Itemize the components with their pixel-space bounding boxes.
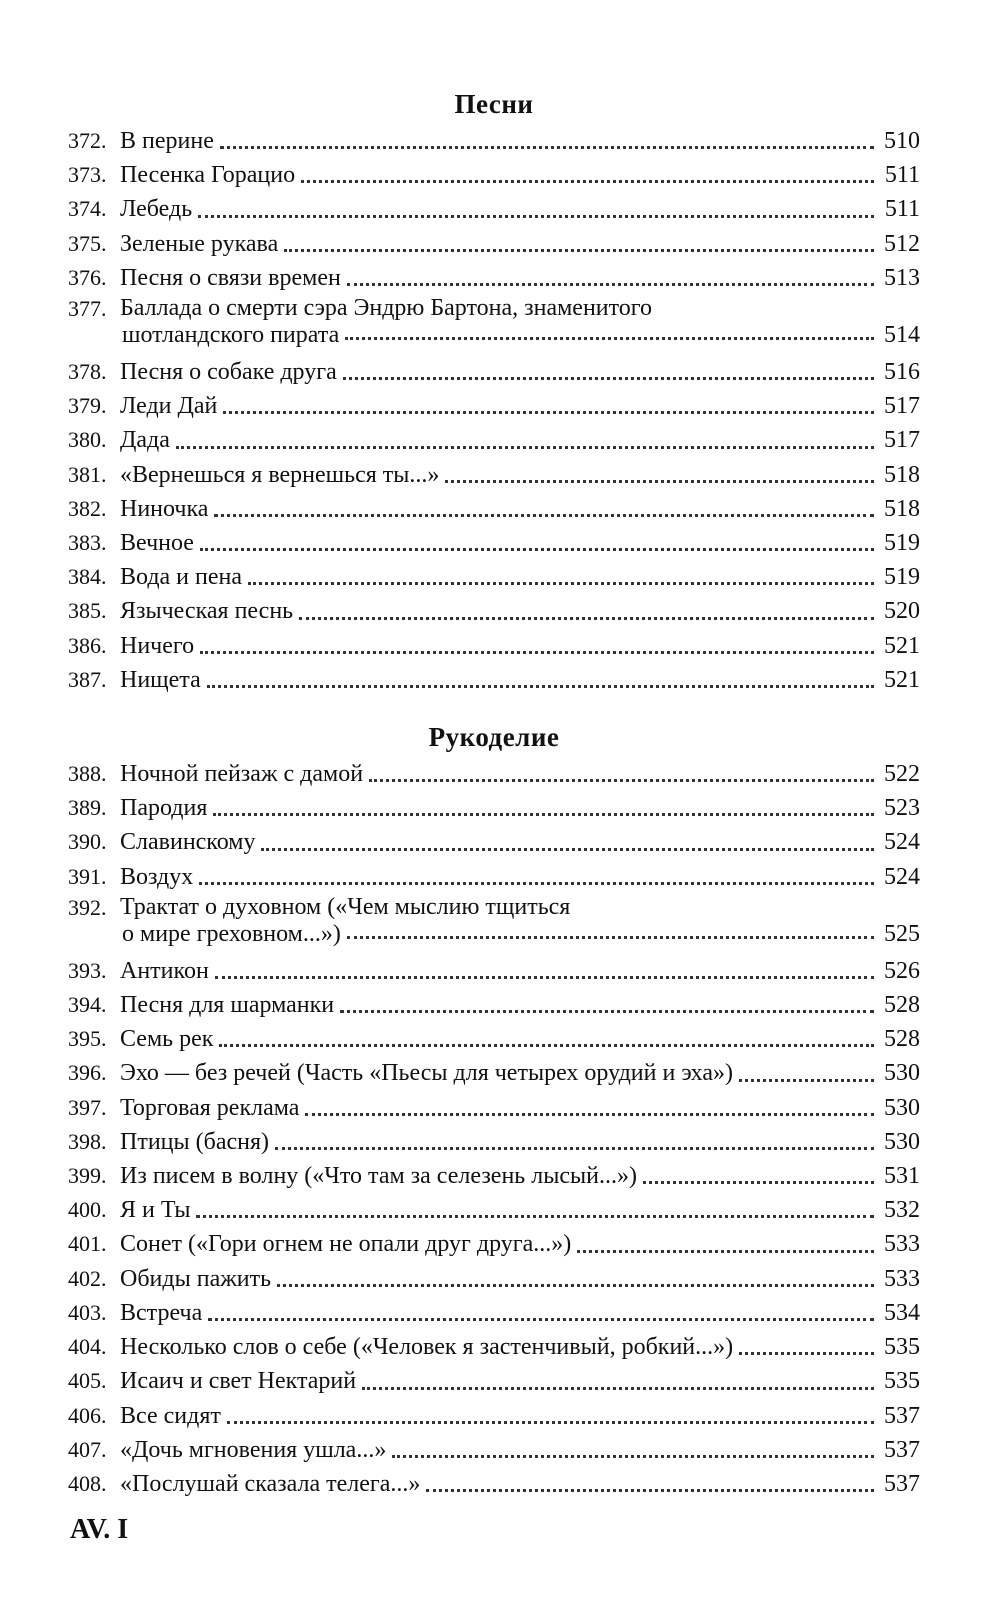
entry-number: 392. (68, 894, 107, 920)
entry-title: Все сидят (120, 1402, 221, 1429)
dot-leader (227, 1420, 874, 1424)
dot-leader (248, 581, 874, 585)
entry-page-number: 532 (884, 1197, 920, 1224)
entry-page-number: 510 (884, 128, 920, 154)
section-heading: Рукоделие (428, 722, 560, 753)
entry-number: 389. (68, 795, 107, 821)
toc-entry (68, 988, 920, 1022)
entry-number: 400. (68, 1197, 107, 1223)
entry-number: 379. (68, 393, 107, 419)
toc-entry (68, 894, 920, 948)
entry-number: 380. (68, 427, 107, 453)
table-of-contents (68, 84, 920, 1501)
entry-number: 391. (68, 863, 107, 889)
dot-leader (200, 547, 874, 551)
dot-leader (301, 179, 874, 183)
entry-number: 401. (68, 1231, 107, 1257)
entry-title: Трактат о духовном («Чем мыслию тщиться (120, 893, 571, 920)
toc-entry (68, 423, 920, 457)
dot-leader (643, 1180, 874, 1184)
entry-number: 378. (68, 359, 107, 385)
entry-page-number: 522 (884, 761, 920, 788)
entry-number: 381. (68, 461, 107, 487)
entry-page-number: 518 (884, 495, 920, 522)
dot-leader (214, 513, 874, 517)
entry-number: 395. (68, 1026, 107, 1052)
dot-leader (340, 1009, 874, 1013)
entry-page-number: 519 (884, 564, 920, 591)
toc-entry (68, 1193, 920, 1227)
dot-leader (176, 445, 874, 449)
entry-number: 382. (68, 495, 107, 521)
entry-page-number: 533 (884, 1265, 920, 1292)
entry-number: 407. (68, 1436, 107, 1462)
toc-entry (68, 594, 920, 628)
dot-leader (739, 1351, 874, 1355)
entry-number: 404. (68, 1334, 107, 1360)
entry-title: Песенка Горацио (120, 162, 296, 189)
entry-number: 376. (68, 264, 107, 290)
entry-title: Обиды пажить (120, 1265, 272, 1292)
dot-leader (208, 1317, 874, 1321)
entry-title: Ничего (120, 632, 195, 659)
entry-title: Сонет («Гори огнем не опали друг друга...») (120, 1231, 572, 1258)
entry-page-number: 537 (884, 1402, 920, 1429)
dot-leader (275, 1146, 874, 1150)
entry-page-number: 534 (884, 1299, 920, 1326)
dot-leader (199, 881, 874, 885)
entry-page-number: 513 (884, 264, 920, 291)
dot-leader (200, 650, 874, 654)
dot-leader (739, 1078, 874, 1082)
entry-number: 398. (68, 1128, 107, 1154)
dot-leader (369, 778, 874, 782)
entry-title: Из писем в волну («Что там за селезень лысый...») (120, 1163, 637, 1190)
toc-entry (68, 355, 920, 389)
entry-title: В перине (120, 128, 214, 154)
entry-title: Песня для шарманки (120, 992, 335, 1019)
entry-page-number: 516 (884, 359, 920, 386)
entry-page-number: 533 (884, 1231, 920, 1258)
entry-title: Ночной пейзаж с дамой (120, 761, 364, 788)
entry-title: Я и Ты (120, 1197, 191, 1224)
toc-entry (68, 1227, 920, 1261)
entry-page-number: 530 (884, 1060, 920, 1087)
entry-page-number: 521 (884, 666, 920, 693)
dot-leader (345, 336, 874, 340)
toc-entry (68, 560, 920, 594)
entry-number: 375. (68, 230, 107, 256)
entry-number: 393. (68, 957, 107, 983)
entry-number: 388. (68, 761, 107, 787)
entry-page-number: 511 (884, 196, 920, 223)
entry-page-number: 517 (884, 427, 920, 454)
entry-title: Антикон (120, 957, 209, 984)
section-heading: Песни (454, 89, 534, 119)
entry-page-number: 535 (884, 1334, 920, 1361)
toc-entry (68, 261, 920, 295)
entry-number: 394. (68, 992, 107, 1018)
entry-title: Нищета (120, 666, 201, 693)
entry-title: «Послушай сказала телега...» (120, 1470, 421, 1497)
entry-number: 387. (68, 666, 107, 692)
entry-page-number: 528 (884, 1026, 920, 1053)
entry-page-number: 525 (884, 920, 920, 947)
entry-number: 373. (68, 162, 107, 188)
toc-entry (68, 227, 920, 261)
entry-title: Эхо — без речей (Часть «Пьесы для четырех орудий и эха») (120, 1060, 734, 1087)
entry-title: Вода и пена (120, 564, 243, 591)
entry-number: 377. (68, 296, 107, 322)
entry-title: Несколько слов о себе («Человек я застенчивый, робкий...») (120, 1334, 734, 1361)
entry-title: Торговая реклама (120, 1094, 300, 1121)
dot-leader (577, 1249, 874, 1253)
dot-leader (347, 282, 874, 286)
toc-entry (68, 295, 920, 349)
entry-number: 385. (68, 598, 107, 624)
entry-title: Встреча (120, 1299, 203, 1326)
toc-entry (68, 663, 920, 697)
toc-entry (68, 954, 920, 988)
entry-page-number: 511 (884, 162, 920, 189)
entry-number: 372. (68, 128, 107, 153)
entry-number: 402. (68, 1265, 107, 1291)
toc-entry (68, 757, 920, 791)
toc-entry (68, 1296, 920, 1330)
dot-leader (198, 214, 874, 218)
dot-leader (215, 975, 874, 979)
toc-entry (68, 1091, 920, 1125)
entry-number: 405. (68, 1368, 107, 1394)
entry-page-number: 514 (884, 322, 920, 349)
entry-page-number: 519 (884, 530, 920, 557)
entry-number: 406. (68, 1402, 107, 1428)
entry-title: Птицы (басня) (120, 1128, 270, 1155)
entry-page-number: 528 (884, 992, 920, 1019)
toc-entry (68, 1467, 920, 1501)
entry-number: 396. (68, 1060, 107, 1086)
entry-page-number: 535 (884, 1368, 920, 1395)
entry-number: 386. (68, 632, 107, 658)
dot-leader (220, 145, 874, 149)
entry-title: Исаич и свет Нектарий (120, 1368, 357, 1395)
entry-title: «Дочь мгновения ушла...» (120, 1436, 387, 1463)
entry-title: Зеленые рукава (120, 230, 279, 257)
dot-leader (445, 479, 874, 483)
entry-number: 384. (68, 564, 107, 590)
dot-leader (219, 1043, 874, 1047)
entry-title: Леди Дай (120, 393, 218, 420)
entry-number: 397. (68, 1094, 107, 1120)
entry-page-number: 524 (884, 829, 920, 856)
toc-entry (68, 192, 920, 226)
dot-leader (392, 1454, 874, 1458)
entry-page-number: 520 (884, 598, 920, 625)
entry-title: Ниночка (120, 495, 209, 522)
entry-page-number: 512 (884, 230, 920, 257)
entry-page-number: 524 (884, 863, 920, 890)
dot-leader (207, 684, 874, 688)
entry-page-number: 518 (884, 461, 920, 488)
entry-page-number: 517 (884, 393, 920, 420)
toc-entry (68, 1262, 920, 1296)
entry-number: 403. (68, 1299, 107, 1325)
toc-entry (68, 124, 920, 158)
entry-number: 408. (68, 1470, 107, 1496)
dot-leader (426, 1488, 874, 1492)
dot-leader (299, 616, 874, 620)
dot-leader (362, 1386, 874, 1390)
entry-page-number: 526 (884, 957, 920, 984)
entry-page-number: 537 (884, 1436, 920, 1463)
entry-title: Дада (120, 427, 170, 454)
entry-number: 390. (68, 829, 107, 855)
entry-title: Воздух (120, 863, 194, 890)
toc-entry (68, 1056, 920, 1090)
toc-entry (68, 458, 920, 492)
entry-page-number: 537 (884, 1470, 920, 1497)
entry-number: 374. (68, 196, 107, 222)
entry-number: 399. (68, 1163, 107, 1189)
entry-page-number: 523 (884, 795, 920, 822)
entry-title: Языческая песнь (120, 598, 294, 625)
dot-leader (305, 1112, 874, 1116)
toc-entry (68, 791, 920, 825)
entry-title: Баллада о смерти сэра Эндрю Бартона, знаменитого (120, 295, 653, 322)
entry-title: Песня о связи времен (120, 264, 341, 291)
entry-title: Лебедь (120, 196, 193, 223)
entry-page-number: 530 (884, 1128, 920, 1155)
toc-entry (68, 492, 920, 526)
toc-entry (68, 629, 920, 663)
dot-leader (223, 410, 874, 414)
toc-entry (68, 389, 920, 423)
entry-title-continued: шотландского пирата (122, 322, 340, 349)
entry-title: Вечное (120, 530, 194, 557)
dot-leader (196, 1214, 874, 1218)
toc-entry (68, 1022, 920, 1056)
toc-entry (68, 1125, 920, 1159)
toc-entry (68, 1399, 920, 1433)
entry-title: Семь рек (120, 1026, 214, 1053)
dot-leader (261, 847, 874, 851)
entry-title: Песня о собаке друга (120, 359, 337, 386)
entry-title: Пародия (120, 795, 208, 822)
toc-entry (68, 860, 920, 894)
dot-leader (343, 376, 874, 380)
entry-page-number: 531 (884, 1163, 920, 1190)
toc-entry (68, 1433, 920, 1467)
toc-entry (68, 825, 920, 859)
toc-entry (68, 1364, 920, 1398)
entry-number: 383. (68, 530, 107, 556)
dot-leader (347, 935, 874, 939)
dot-leader (284, 248, 874, 252)
footer-signature: AV. I (70, 1514, 129, 1545)
toc-entry (68, 158, 920, 192)
entry-title: «Вернешься я вернешься ты...» (120, 461, 440, 488)
toc-entry (68, 1159, 920, 1193)
entry-title: Славинскому (120, 829, 256, 856)
toc-entry (68, 1330, 920, 1364)
dot-leader (277, 1283, 874, 1287)
entry-page-number: 521 (884, 632, 920, 659)
entry-page-number: 530 (884, 1094, 920, 1121)
dot-leader (213, 812, 874, 816)
toc-entry (68, 526, 920, 560)
entry-title-continued: о мире греховном...») (122, 920, 341, 947)
